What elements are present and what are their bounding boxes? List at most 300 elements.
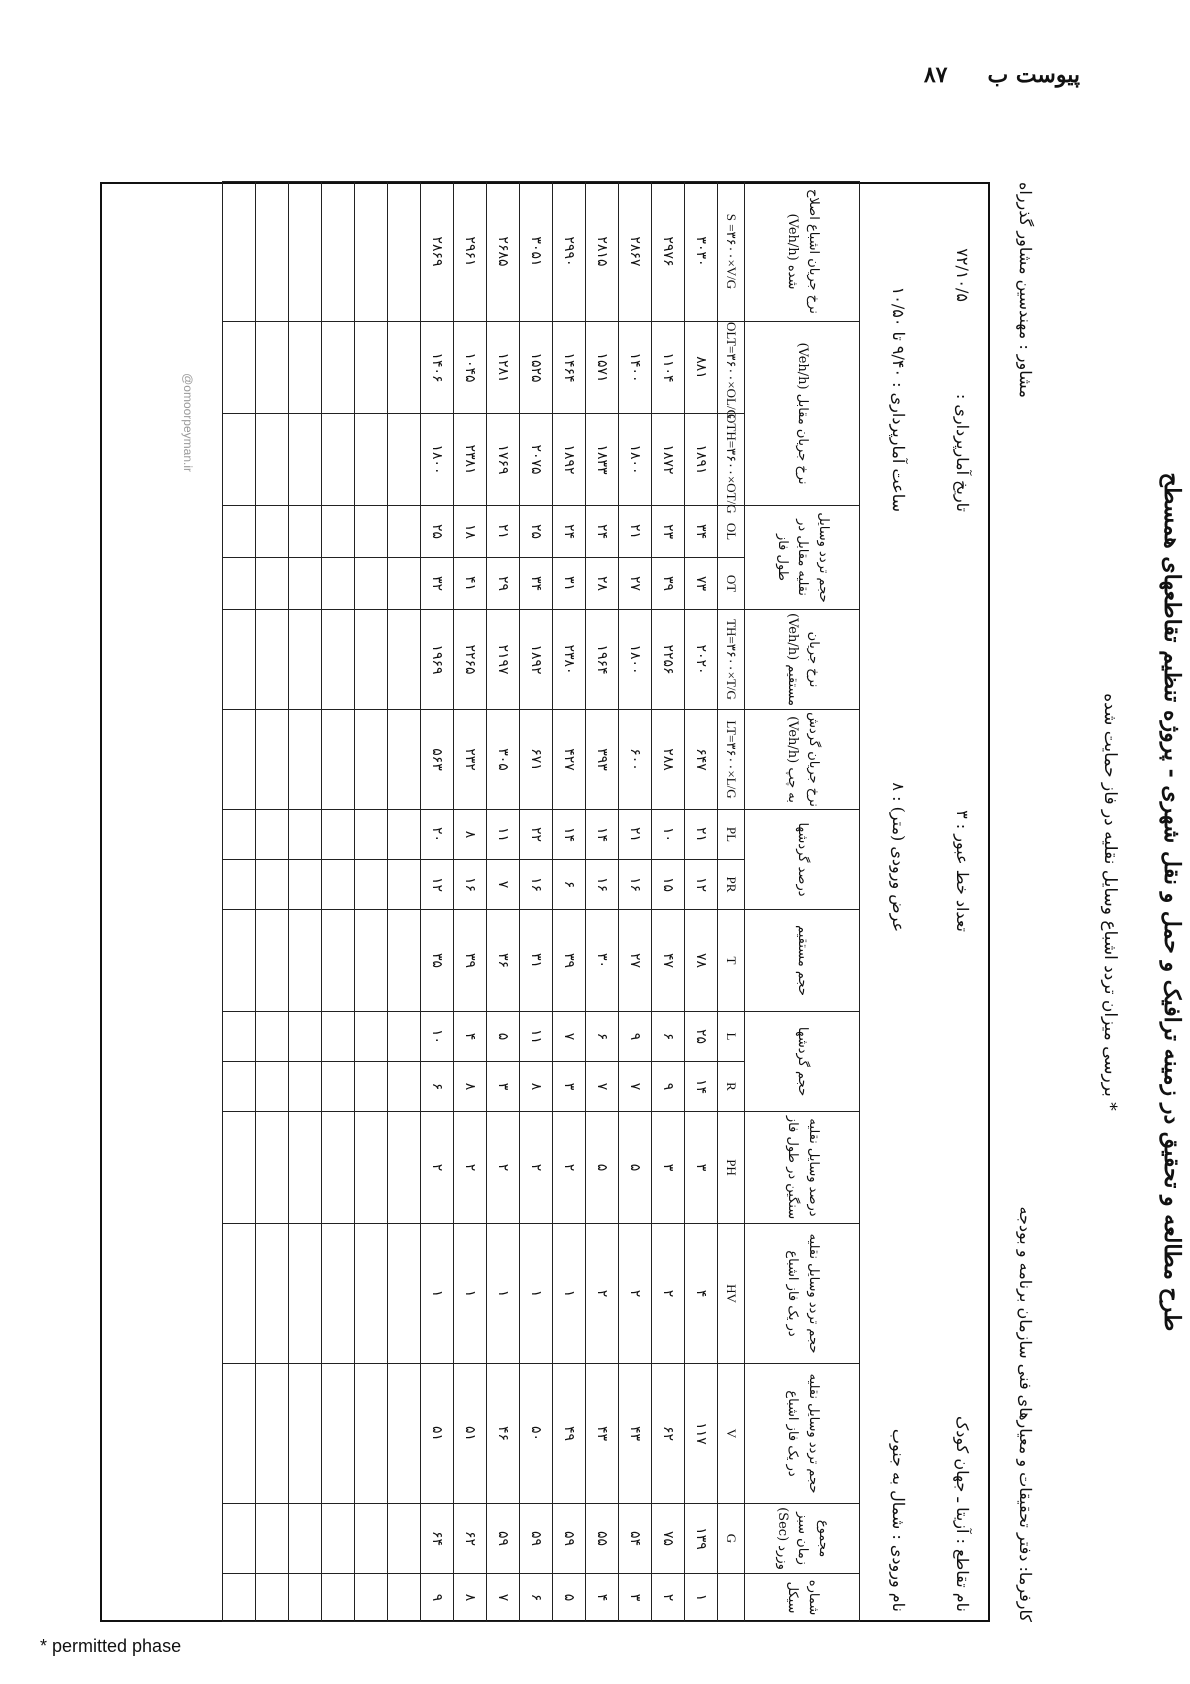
cell-ot: ۲۸ bbox=[586, 558, 619, 610]
cell-ol: ۱۸ bbox=[454, 505, 487, 557]
cell-s: ۲۹۷۶ bbox=[652, 181, 685, 321]
table-row bbox=[652, 181, 685, 1621]
cell-th bbox=[256, 610, 289, 710]
table-row bbox=[619, 181, 652, 1621]
cell-oth: ۲۰۷۵ bbox=[520, 413, 553, 505]
cell-olt: ۱۱۰۴ bbox=[652, 321, 685, 413]
cell-v bbox=[289, 1364, 322, 1504]
rotated-page bbox=[95, 182, 1190, 1622]
cell-cycle: ۱ bbox=[685, 1574, 718, 1622]
cell-l bbox=[388, 1012, 421, 1062]
watermark-text: @omoorpeyman.ir bbox=[181, 373, 195, 472]
cell-t: ۷۸ bbox=[685, 910, 718, 1012]
cell-th bbox=[388, 610, 421, 710]
cell-ot: ۷۳ bbox=[685, 558, 718, 610]
cell-s bbox=[256, 181, 289, 321]
cell-t bbox=[256, 910, 289, 1012]
cell-r: ۹ bbox=[652, 1062, 685, 1112]
cell-pl bbox=[322, 810, 355, 860]
table-row bbox=[289, 181, 322, 1621]
cell-oth: ۱۸۳۳ bbox=[586, 413, 619, 505]
cell-lt: ۶۷۱ bbox=[520, 710, 553, 810]
table-row bbox=[388, 181, 421, 1621]
code-s: S =۳۶۰۰×V/G bbox=[718, 181, 745, 321]
cell-g: ۷۵ bbox=[652, 1504, 685, 1574]
cell-l: ۷ bbox=[553, 1012, 586, 1062]
cell-oth: ۱۸۰۰ bbox=[421, 413, 454, 505]
cell-v: ۶۲ bbox=[652, 1364, 685, 1504]
cell-s bbox=[322, 181, 355, 321]
cell-pr: ۱۶ bbox=[619, 860, 652, 910]
cell-s: ۲۹۶۱ bbox=[454, 181, 487, 321]
cell-t bbox=[322, 910, 355, 1012]
cell-l: ۱۰ bbox=[421, 1012, 454, 1062]
cell-r: ۸ bbox=[454, 1062, 487, 1112]
cell-pl: ۲۲ bbox=[520, 810, 553, 860]
cell-ol: ۲۱ bbox=[619, 505, 652, 557]
cell-oth: ۱۸۰۰ bbox=[619, 413, 652, 505]
cell-olt bbox=[322, 321, 355, 413]
cell-oth bbox=[355, 413, 388, 505]
hdr-turn-pct: درصد گردشها bbox=[745, 810, 860, 910]
cell-t: ۳۹ bbox=[553, 910, 586, 1012]
cell-v: ۴۹ bbox=[553, 1364, 586, 1504]
code-ot: OT bbox=[718, 558, 745, 610]
cell-g: ۱۳۹ bbox=[685, 1504, 718, 1574]
cell-ot: ۲۹ bbox=[487, 558, 520, 610]
cell-ph: ۵ bbox=[619, 1112, 652, 1224]
footnote: * permitted phase bbox=[40, 1636, 182, 1656]
cell-cycle: ۶ bbox=[520, 1574, 553, 1622]
cell-l: ۴ bbox=[454, 1012, 487, 1062]
cell-hv bbox=[355, 1224, 388, 1364]
cell-l bbox=[322, 1012, 355, 1062]
cell-s bbox=[289, 181, 322, 321]
cell-oth: ۱۷۶۹ bbox=[487, 413, 520, 505]
cell-ph: ۲ bbox=[454, 1112, 487, 1224]
intersection-name: نام تقاطع : آزیتا ـ جهان کودک bbox=[953, 1415, 972, 1612]
cell-oth bbox=[223, 413, 256, 505]
cell-l: ۹ bbox=[619, 1012, 652, 1062]
cell-l: ۵ bbox=[487, 1012, 520, 1062]
cell-t bbox=[223, 910, 256, 1012]
cell-ol: ۲۵ bbox=[520, 505, 553, 557]
cell-g bbox=[322, 1504, 355, 1574]
info-block bbox=[860, 182, 990, 1622]
hdr-v: حجم تردد وسایل نقلیه در یک فاز اشباع bbox=[745, 1364, 860, 1504]
cell-olt bbox=[388, 321, 421, 413]
cell-g: ۵۹ bbox=[520, 1504, 553, 1574]
hdr-hv: حجم تردد وسایل نقلیه در یک فاز اشباع bbox=[745, 1224, 860, 1364]
cell-hv: ۴ bbox=[685, 1224, 718, 1364]
cell-pr bbox=[388, 860, 421, 910]
cell-th bbox=[322, 610, 355, 710]
hdr-opp-rate: نرخ جریان مقابل (Veh/h) bbox=[745, 321, 860, 505]
cell-oth: ۱۸۷۲ bbox=[652, 413, 685, 505]
code-oth: OTH=۳۶۰۰×OT/G bbox=[718, 413, 745, 505]
table-row bbox=[520, 181, 553, 1621]
hdr-th-rate: نرخ جریان مستقیم (Veh/h) bbox=[745, 610, 860, 710]
cell-t: ۴۷ bbox=[652, 910, 685, 1012]
cell-s: ۳۰۳۰ bbox=[685, 181, 718, 321]
cell-ph bbox=[355, 1112, 388, 1224]
lanes: تعداد خط عبور : ۳ bbox=[953, 810, 972, 932]
cell-th: ۱۸۹۲ bbox=[520, 610, 553, 710]
cell-th bbox=[223, 610, 256, 710]
table-row bbox=[685, 181, 718, 1621]
cell-r: ۳ bbox=[487, 1062, 520, 1112]
cell-t: ۳۰ bbox=[586, 910, 619, 1012]
code-g: G bbox=[718, 1504, 745, 1574]
document-subtitle bbox=[1100, 182, 1120, 1622]
cell-ot bbox=[256, 558, 289, 610]
cell-ot bbox=[322, 558, 355, 610]
cell-ol bbox=[355, 505, 388, 557]
cell-t: ۳۶ bbox=[487, 910, 520, 1012]
cell-pl bbox=[388, 810, 421, 860]
cell-olt: ۱۴۰۶ bbox=[421, 321, 454, 413]
cell-olt: ۱۵۲۵ bbox=[520, 321, 553, 413]
table-row bbox=[223, 181, 256, 1621]
cell-pr: ۶ bbox=[553, 860, 586, 910]
survey-date-value: ۷۲/۱۰/۵ bbox=[953, 248, 972, 302]
table-row bbox=[454, 181, 487, 1621]
cell-pl bbox=[289, 810, 322, 860]
cell-ol: ۲۴ bbox=[553, 505, 586, 557]
cell-ot: ۲۷ bbox=[619, 558, 652, 610]
cell-pr: ۱۶ bbox=[520, 860, 553, 910]
cell-g: ۶۴ bbox=[421, 1504, 454, 1574]
cell-g: ۵۵ bbox=[586, 1504, 619, 1574]
cell-th: ۲۱۹۷ bbox=[487, 610, 520, 710]
cell-cycle: ۷ bbox=[487, 1574, 520, 1622]
page-number: ۸۷ bbox=[923, 62, 948, 88]
cell-v: ۱۱۷ bbox=[685, 1364, 718, 1504]
cell-pl: ۲۱ bbox=[685, 810, 718, 860]
cell-l bbox=[355, 1012, 388, 1062]
cell-th: ۱۸۰۰ bbox=[619, 610, 652, 710]
hdr-green: مجموع زمان سبز وزرد (Sec) bbox=[745, 1504, 860, 1574]
cell-r bbox=[289, 1062, 322, 1112]
cell-g: ۵۹ bbox=[553, 1504, 586, 1574]
hdr-sat: نرخ جریان اشباع اصلاح شده (Veh/h) bbox=[745, 181, 860, 321]
cell-pr bbox=[322, 860, 355, 910]
cell-olt: ۱۵۷۱ bbox=[586, 321, 619, 413]
cell-s: ۲۸۱۵ bbox=[586, 181, 619, 321]
cell-olt bbox=[256, 321, 289, 413]
cell-lt bbox=[289, 710, 322, 810]
cell-th bbox=[289, 610, 322, 710]
table-row bbox=[586, 181, 619, 1621]
cell-hv: ۱ bbox=[487, 1224, 520, 1364]
cell-l bbox=[256, 1012, 289, 1062]
cell-v: ۵۱ bbox=[421, 1364, 454, 1504]
hdr-cycle: شماره سیکل bbox=[745, 1574, 860, 1622]
cell-s: ۲۹۹۰ bbox=[553, 181, 586, 321]
cell-oth bbox=[388, 413, 421, 505]
cell-pr: ۱۲ bbox=[421, 860, 454, 910]
cell-th bbox=[355, 610, 388, 710]
hdr-turn-vol: حجم گردشها bbox=[745, 1012, 860, 1112]
cell-ot bbox=[355, 558, 388, 610]
cell-hv: ۱ bbox=[553, 1224, 586, 1364]
cell-l: ۲۵ bbox=[685, 1012, 718, 1062]
hdr-ph: درصد وسایل نقلیه سنگین در طول فاز bbox=[745, 1112, 860, 1224]
cell-ph: ۲ bbox=[520, 1112, 553, 1224]
cell-lt: ۴۲۷ bbox=[553, 710, 586, 810]
cell-ol bbox=[322, 505, 355, 557]
cell-l: ۱۱ bbox=[520, 1012, 553, 1062]
cell-t: ۳۱ bbox=[520, 910, 553, 1012]
code-r: R bbox=[718, 1062, 745, 1112]
cell-hv: ۱ bbox=[421, 1224, 454, 1364]
cell-lt bbox=[223, 710, 256, 810]
code-lt: LT=۳۶۰۰×L/G bbox=[718, 710, 745, 810]
cell-pl: ۱۴ bbox=[553, 810, 586, 860]
cell-ot bbox=[289, 558, 322, 610]
code-header-row bbox=[718, 181, 745, 1621]
cell-s bbox=[223, 181, 256, 321]
survey-date-label: تاریخ آمارپرداری : bbox=[953, 393, 972, 512]
cell-pr bbox=[256, 860, 289, 910]
table-row bbox=[487, 181, 520, 1621]
cell-hv: ۲ bbox=[652, 1224, 685, 1364]
cell-pr: ۷ bbox=[487, 860, 520, 910]
code-ph: PH bbox=[718, 1112, 745, 1224]
cell-s bbox=[355, 181, 388, 321]
cell-pr: ۱۵ bbox=[652, 860, 685, 910]
cell-cycle: ۹ bbox=[421, 1574, 454, 1622]
cell-ph: ۲ bbox=[553, 1112, 586, 1224]
cell-hv: ۱ bbox=[454, 1224, 487, 1364]
cell-ol bbox=[289, 505, 322, 557]
page-header bbox=[924, 62, 1080, 88]
cell-ot: ۳۱ bbox=[553, 558, 586, 610]
code-t: T bbox=[718, 910, 745, 1012]
cell-pr: ۱۲ bbox=[685, 860, 718, 910]
code-v: V bbox=[718, 1364, 745, 1504]
cell-th: ۲۰۲۰ bbox=[685, 610, 718, 710]
cell-r: ۳ bbox=[553, 1062, 586, 1112]
cell-r: ۶ bbox=[421, 1062, 454, 1112]
cell-ph: ۲ bbox=[421, 1112, 454, 1224]
cell-olt: ۱۲۸۱ bbox=[487, 321, 520, 413]
cell-v bbox=[322, 1364, 355, 1504]
cell-oth bbox=[256, 413, 289, 505]
cell-g bbox=[289, 1504, 322, 1574]
cell-cycle: ۳ bbox=[619, 1574, 652, 1622]
cell-th: ۲۲۵۶ bbox=[652, 610, 685, 710]
cell-pr: ۱۶ bbox=[454, 860, 487, 910]
code-hv: HV bbox=[718, 1224, 745, 1364]
cell-lt bbox=[388, 710, 421, 810]
cell-t: ۳۵ bbox=[421, 910, 454, 1012]
cell-lt: ۲۸۸ bbox=[652, 710, 685, 810]
code-ol: OL bbox=[718, 505, 745, 557]
cell-v: ۴۳ bbox=[586, 1364, 619, 1504]
cell-v: ۴۳ bbox=[619, 1364, 652, 1504]
data-table bbox=[222, 181, 860, 1622]
code-cycle bbox=[718, 1574, 745, 1622]
cell-g: ۵۴ bbox=[619, 1504, 652, 1574]
cell-ot: ۳۴ bbox=[520, 558, 553, 610]
cell-hv bbox=[223, 1224, 256, 1364]
cell-g bbox=[388, 1504, 421, 1574]
table-row bbox=[322, 181, 355, 1621]
cell-th: ۱۹۶۴ bbox=[586, 610, 619, 710]
cell-pr: ۱۶ bbox=[586, 860, 619, 910]
cell-ph: ۳ bbox=[652, 1112, 685, 1224]
cell-l: ۶ bbox=[586, 1012, 619, 1062]
approach-width: عرض ورودی (متر) : ۸ bbox=[889, 782, 908, 932]
cell-hv bbox=[322, 1224, 355, 1364]
cell-olt: ۱۴۰۰ bbox=[619, 321, 652, 413]
code-olt: OLT=۳۶۰۰×OL/G bbox=[718, 321, 745, 413]
cell-th: ۲۳۸۰ bbox=[553, 610, 586, 710]
cell-ot bbox=[223, 558, 256, 610]
cell-g bbox=[223, 1504, 256, 1574]
cell-pl: ۱۰ bbox=[652, 810, 685, 860]
cell-lt bbox=[355, 710, 388, 810]
cell-ph: ۳ bbox=[685, 1112, 718, 1224]
cell-cycle bbox=[355, 1574, 388, 1622]
cell-hv bbox=[256, 1224, 289, 1364]
cell-pl bbox=[355, 810, 388, 860]
table-row bbox=[256, 181, 289, 1621]
hdr-opp-vol: حجم تردد وسایل نقلیه مقابل در طول فاز bbox=[745, 505, 860, 609]
cell-cycle bbox=[289, 1574, 322, 1622]
cell-cycle: ۲ bbox=[652, 1574, 685, 1622]
cell-cycle bbox=[388, 1574, 421, 1622]
cell-oth bbox=[322, 413, 355, 505]
cell-lt: ۵۶۳ bbox=[421, 710, 454, 810]
cell-th: ۲۲۶۵ bbox=[454, 610, 487, 710]
cell-t bbox=[355, 910, 388, 1012]
subtitle-text: بررسی میزان تردد اشباع وسایل نقلیه در فاز حمایت شده bbox=[1100, 693, 1120, 1097]
cell-cycle bbox=[322, 1574, 355, 1622]
cell-olt bbox=[289, 321, 322, 413]
cell-lt: ۳۰۵ bbox=[487, 710, 520, 810]
cell-pl bbox=[256, 810, 289, 860]
cell-v: ۵۱ bbox=[454, 1364, 487, 1504]
document-title: طرح مطالعه و تحقیق در زمینه ترافیک و حمل و نقل شهری - پروژه تنظیم تقاطعهای همسطح bbox=[1159, 472, 1185, 1332]
cell-oth bbox=[289, 413, 322, 505]
cell-oth: ۱۸۹۱ bbox=[685, 413, 718, 505]
cell-r bbox=[256, 1062, 289, 1112]
cell-pl: ۱۱ bbox=[487, 810, 520, 860]
cell-oth: ۱۸۹۲ bbox=[553, 413, 586, 505]
section-label: پیوست ب bbox=[987, 62, 1080, 88]
cell-ph bbox=[322, 1112, 355, 1224]
cell-r: ۷ bbox=[619, 1062, 652, 1112]
cell-v bbox=[256, 1364, 289, 1504]
cell-t: ۳۹ bbox=[454, 910, 487, 1012]
cell-v: ۵۰ bbox=[520, 1364, 553, 1504]
cell-v bbox=[355, 1364, 388, 1504]
cell-r: ۱۴ bbox=[685, 1062, 718, 1112]
cell-olt: ۸۸۱ bbox=[685, 321, 718, 413]
cell-olt: ۱۴۶۴ bbox=[553, 321, 586, 413]
cell-lt: ۶۴۷ bbox=[685, 710, 718, 810]
cell-ph bbox=[223, 1112, 256, 1224]
cell-pr bbox=[223, 860, 256, 910]
cell-lt: ۶۰۰ bbox=[619, 710, 652, 810]
cell-olt: ۱۰۴۵ bbox=[454, 321, 487, 413]
code-l: L bbox=[718, 1012, 745, 1062]
cell-hv bbox=[289, 1224, 322, 1364]
hdr-lt-rate: نرخ جریان گردش به چپ (Veh/h) bbox=[745, 710, 860, 810]
cell-l: ۶ bbox=[652, 1012, 685, 1062]
cell-g bbox=[256, 1504, 289, 1574]
cell-oth: ۲۳۸۱ bbox=[454, 413, 487, 505]
cell-lt bbox=[322, 710, 355, 810]
cell-s bbox=[388, 181, 421, 321]
cell-g bbox=[355, 1504, 388, 1574]
cell-ol: ۳۴ bbox=[685, 505, 718, 557]
cell-ph: ۲ bbox=[487, 1112, 520, 1224]
cell-l bbox=[289, 1012, 322, 1062]
cell-pl: ۸ bbox=[454, 810, 487, 860]
survey-time: ساعت آمارپرداری : ۹/۴۰ تا ۱۰/۵۰ bbox=[889, 286, 908, 512]
cell-cycle: ۸ bbox=[454, 1574, 487, 1622]
cell-lt bbox=[256, 710, 289, 810]
cell-pl bbox=[223, 810, 256, 860]
group-header-row bbox=[745, 181, 860, 1621]
cell-s: ۳۰۵۱ bbox=[520, 181, 553, 321]
cell-ol: ۲۴ bbox=[586, 505, 619, 557]
cell-s: ۲۸۶۹ bbox=[421, 181, 454, 321]
cell-ol bbox=[388, 505, 421, 557]
cell-t bbox=[388, 910, 421, 1012]
table-row bbox=[421, 181, 454, 1621]
cell-ph bbox=[256, 1112, 289, 1224]
cell-g: ۶۲ bbox=[454, 1504, 487, 1574]
table-row bbox=[553, 181, 586, 1621]
cell-v: ۴۶ bbox=[487, 1364, 520, 1504]
subtitle-mark: * bbox=[1100, 1102, 1120, 1111]
cell-pr bbox=[289, 860, 322, 910]
cell-cycle bbox=[223, 1574, 256, 1622]
cell-r bbox=[223, 1062, 256, 1112]
table-row bbox=[355, 181, 388, 1621]
cell-r: ۷ bbox=[586, 1062, 619, 1112]
cell-hv: ۱ bbox=[520, 1224, 553, 1364]
cell-lt: ۲۳۲ bbox=[454, 710, 487, 810]
cell-pl: ۲۱ bbox=[619, 810, 652, 860]
cell-ol bbox=[223, 505, 256, 557]
cell-ot: ۳۲ bbox=[421, 558, 454, 610]
cell-ot bbox=[388, 558, 421, 610]
cell-ol: ۲۳ bbox=[652, 505, 685, 557]
cell-pl: ۲۰ bbox=[421, 810, 454, 860]
cell-olt bbox=[355, 321, 388, 413]
cell-ol bbox=[256, 505, 289, 557]
approach-name: نام ورودی : شمال به جنوب bbox=[889, 1428, 908, 1612]
employer: کارفرما: دفتر تحقیقات و معیارهای فنی سازمان برنامه و بودجه bbox=[1016, 1206, 1035, 1622]
cell-r bbox=[355, 1062, 388, 1112]
cell-ph bbox=[289, 1112, 322, 1224]
cell-pl: ۱۴ bbox=[586, 810, 619, 860]
cell-r bbox=[322, 1062, 355, 1112]
cell-v bbox=[388, 1364, 421, 1504]
cell-hv: ۲ bbox=[586, 1224, 619, 1364]
cell-ol: ۲۱ bbox=[487, 505, 520, 557]
cell-ot: ۳۹ bbox=[652, 558, 685, 610]
code-th: TH=۳۶۰۰×T/G bbox=[718, 610, 745, 710]
cell-r bbox=[388, 1062, 421, 1112]
cell-ph: ۵ bbox=[586, 1112, 619, 1224]
cell-ol: ۲۵ bbox=[421, 505, 454, 557]
